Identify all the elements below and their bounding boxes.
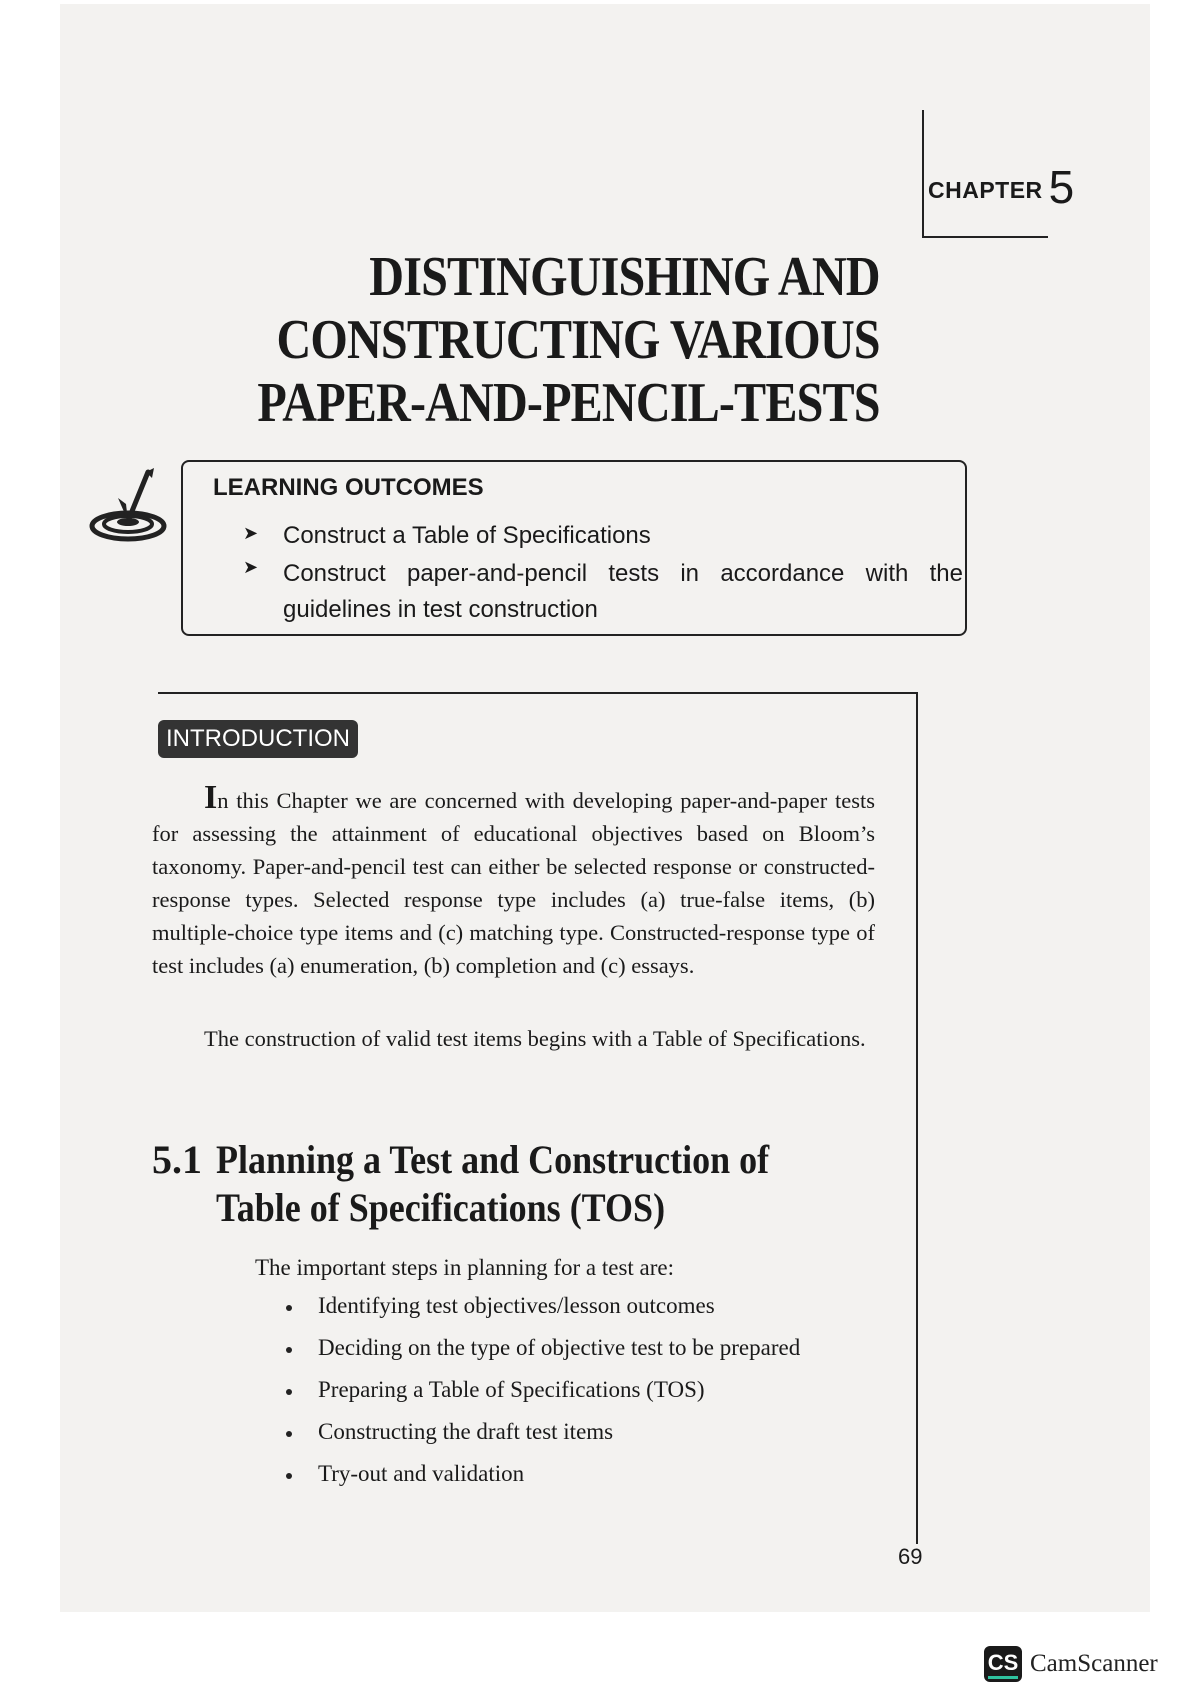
- chapter-title: [258, 246, 880, 435]
- list-item: Identifying test objectives/lesson outcomes: [284, 1293, 800, 1335]
- list-item: Preparing a Table of Specifications (TOS): [284, 1377, 800, 1419]
- page-number: 69: [898, 1544, 923, 1569]
- section-rule-top: [158, 692, 918, 694]
- bullet-icon: [286, 1305, 292, 1311]
- intro-paragraph: The construction of valid test items begins with a Table of Specifications.: [204, 1026, 866, 1051]
- camscanner-icon: CS: [984, 1646, 1022, 1682]
- drop-cap: I: [204, 779, 218, 816]
- list-item: Deciding on the type of objective test to be prepared: [284, 1335, 800, 1377]
- title-line: PAPER-AND-PENCIL-TESTS: [257, 372, 880, 434]
- title-line: DISTINGUISHING AND: [369, 246, 880, 308]
- steps-intro: The important steps in planning for a test are:: [255, 1255, 674, 1280]
- section-number: 5.1: [152, 1137, 202, 1182]
- list-item: Try-out and validation: [284, 1461, 800, 1503]
- introduction-badge: INTRODUCTION: [158, 720, 358, 758]
- title-line: CONSTRUCTING VARIOUS: [276, 309, 880, 371]
- arrow-bullet-icon: ➤: [243, 523, 259, 543]
- arrow-bullet-icon: ➤: [243, 557, 259, 577]
- chapter-number: 5: [1048, 161, 1075, 213]
- steps-list: [284, 1293, 800, 1503]
- bullet-icon: [286, 1431, 292, 1437]
- bullet-icon: [286, 1389, 292, 1395]
- section-rule-right: [916, 692, 918, 1544]
- bullet-icon: [286, 1347, 292, 1353]
- learning-outcomes-box: LEARNING OUTCOMES ➤ Construct a Table of Specifications ➤ Construct paper-and-pencil tests in accordance with the guidelines in test construction: [181, 460, 967, 636]
- camscanner-watermark: [984, 1646, 1158, 1682]
- target-icon: [88, 464, 168, 544]
- section-title: Planning a Test and Construction of Table of Specifications (TOS): [216, 1137, 770, 1230]
- bullet-icon: [286, 1473, 292, 1479]
- camscanner-text: CamScanner: [1030, 1650, 1158, 1677]
- list-item: Constructing the draft test items: [284, 1419, 800, 1461]
- intro-paragraph: In this Chapter we are concerned with developing paper-and-paper tests for assessing the attainment of educational objectives based on Bloom’s taxonomy. Paper-and-pencil test can either be selected response or constructed-response types. Selected response type includes (a) true-false items, (b) multiple-choice type items and (c) matching type. Constructed-response type of test includes (a) enumeration, (b) completion and (c) essays.: [152, 779, 875, 978]
- learning-outcomes-heading: LEARNING OUTCOMES: [213, 474, 484, 501]
- chapter-label: CHAPTER 5: [928, 161, 1075, 213]
